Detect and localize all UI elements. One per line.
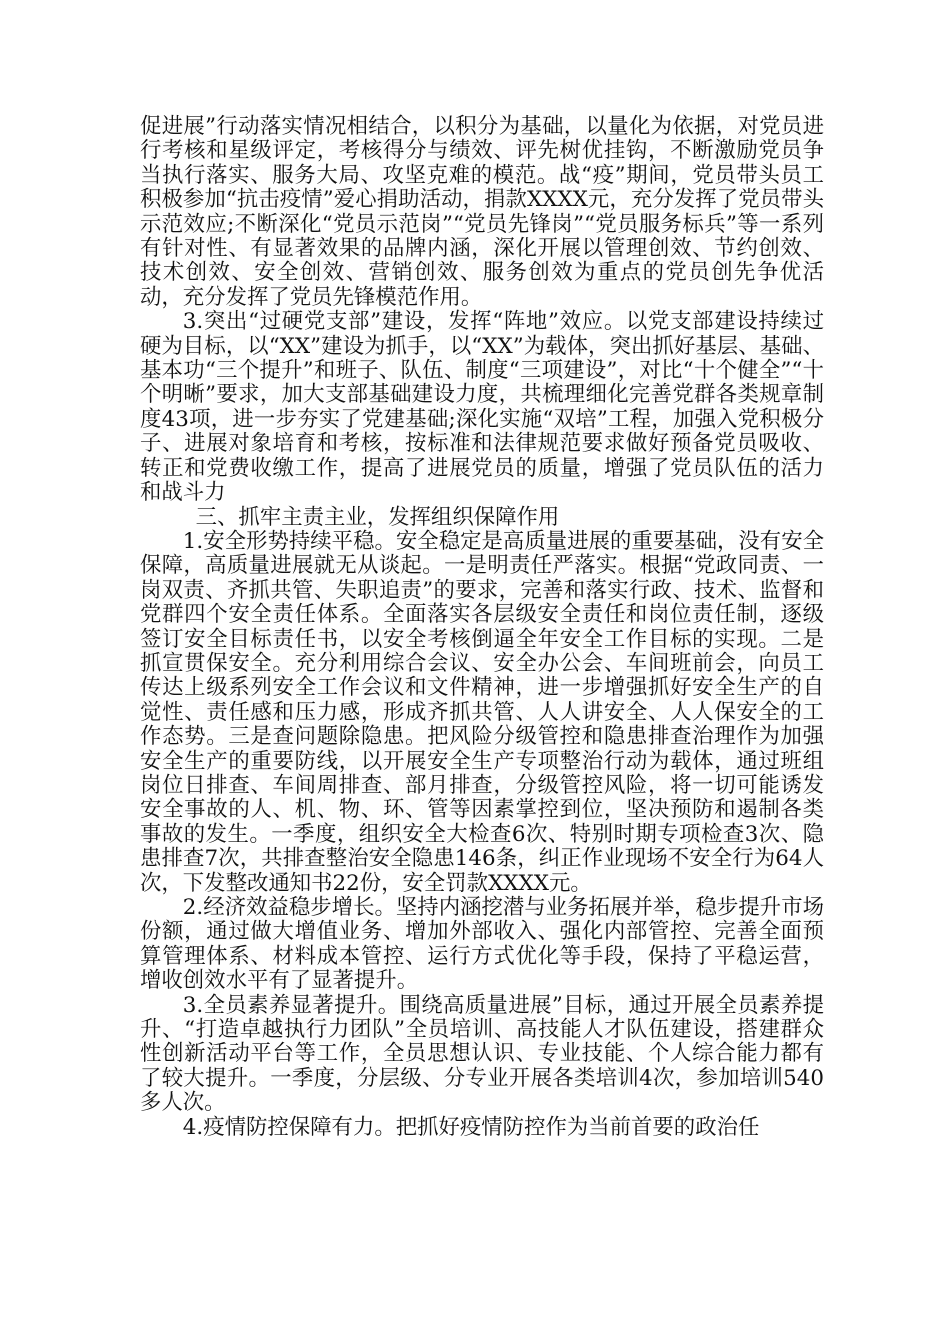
section-heading-three: 三、抓牢主责主业，发挥组织保障作用 — [195, 504, 560, 530]
paragraph-party-branch-construction: 3.突出“过硬党支部”建设，发挥“阵地”效应。以党支部建设持续过硬为目标，以“XX”建设为抓手，以“XX”为载体，突出抓好基层、基础、基本功“三个提升”和班子、队伍、制度“三项建设”，对比“十个健全”“十个明晰”要求，加大支部基础建设力度，共梳理细化完善党群各类规章制度43项，进一步夯实了党建基础;深化实施“双培”工程，加强入党积极分子、进展对象培育和考核，按标准和法律规范要求做好预备党员吸收、转正和党费收缴工作，提高了进展党员的质量，增强了党员队伍的活力和战斗力 — [140, 309, 824, 506]
paragraph-staff-quality: 3.全员素养显著提升。围绕高质量进展”目标，通过开展全员素养提升、“打造卓越执行力团队”全员培训、高技能人才队伍建设，搭建群众性创新活动平台等工作，全员思想认识、专业技能、个人综合能力都有了较大提升。一季度，分层级、分专业开展各类培训4次，参加培训540多人次。 — [140, 992, 824, 1116]
paragraph-epidemic-prevention: 4.疫情防控保障有力。把抓好疫情防控作为当前首要的政治任 — [182, 1114, 760, 1140]
paragraph-economic-benefit: 2.经济效益稳步增长。坚持内涵挖潜与业务拓展并举，稳步提升市场份额，通过做大增值业务、增加外部收入、强化内部管控、完善全面预算管理体系、材料成本管控、运行方式优化等手段，保持了平稳运营，增收创效水平有了显著提升。 — [140, 895, 824, 994]
paragraph-safety-situation: 1.安全形势持续平稳。安全稳定是高质量进展的重要基础，没有安全保障，高质量进展就无从谈起。一是明责任严落实。根据“党政同责、一岗双责、齐抓共管、失职追责”的要求，完善和落实行政、技术、监督和党群四个安全责任体系。全面落实各层级安全责任和岗位责任制，逐级签订安全目标责任书，以安全考核倒逼全年安全工作目标的实现。二是抓宣贯保安全。充分利用综合会议、安全办公会、车间班前会，向员工传达上级系列安全工作会议和文件精神，进一步增强抓好安全生产的自觉性、责任感和压力感，形成齐抓共管、人人讲安全、人人保安全的工作态势。三是查问题除隐患。把风险分级管控和隐患排查治理作为加强安全生产的重要防线，以开展安全生产专项整治行动为载体，通过班组岗位日排查、车间周排查、部月排查，分级管控风险，将一切可能诱发安全事故的人、机、物、环、管等因素掌控到位，坚决预防和遏制各类事故的发生。一季度，组织安全大检查6次、特别时期专项检查3次、隐患排查7次，共排查整治安全隐患146条，纠正作业现场不安全行为64人次，下发整改通知书22份，安全罚款XXXX元。 — [140, 528, 824, 896]
document-body — [140, 115, 824, 1140]
paragraph-party-member-evaluation: 促进展”行动落实情况相结合，以积分为基础，以量化为依据，对党员进行考核和星级评定，考核得分与绩效、评先树优挂钩，不断激励党员争当执行落实、服务大局、攻坚克难的模范。战“疫”期间，党员带头员工积极参加“抗击疫情”爱心捐助活动，捐款XXXX元，充分发挥了党员带头示范效应;不断深化“党员示范岗”“党员先锋岗”“党员服务标兵”等一系列有针对性、有显著效果的品牌内涵，深化开展以管理创效、节约创效、技术创效、安全创效、营销创效、服务创效为重点的党员创先争优活动，充分发挥了党员先锋模范作用。 — [140, 114, 824, 310]
